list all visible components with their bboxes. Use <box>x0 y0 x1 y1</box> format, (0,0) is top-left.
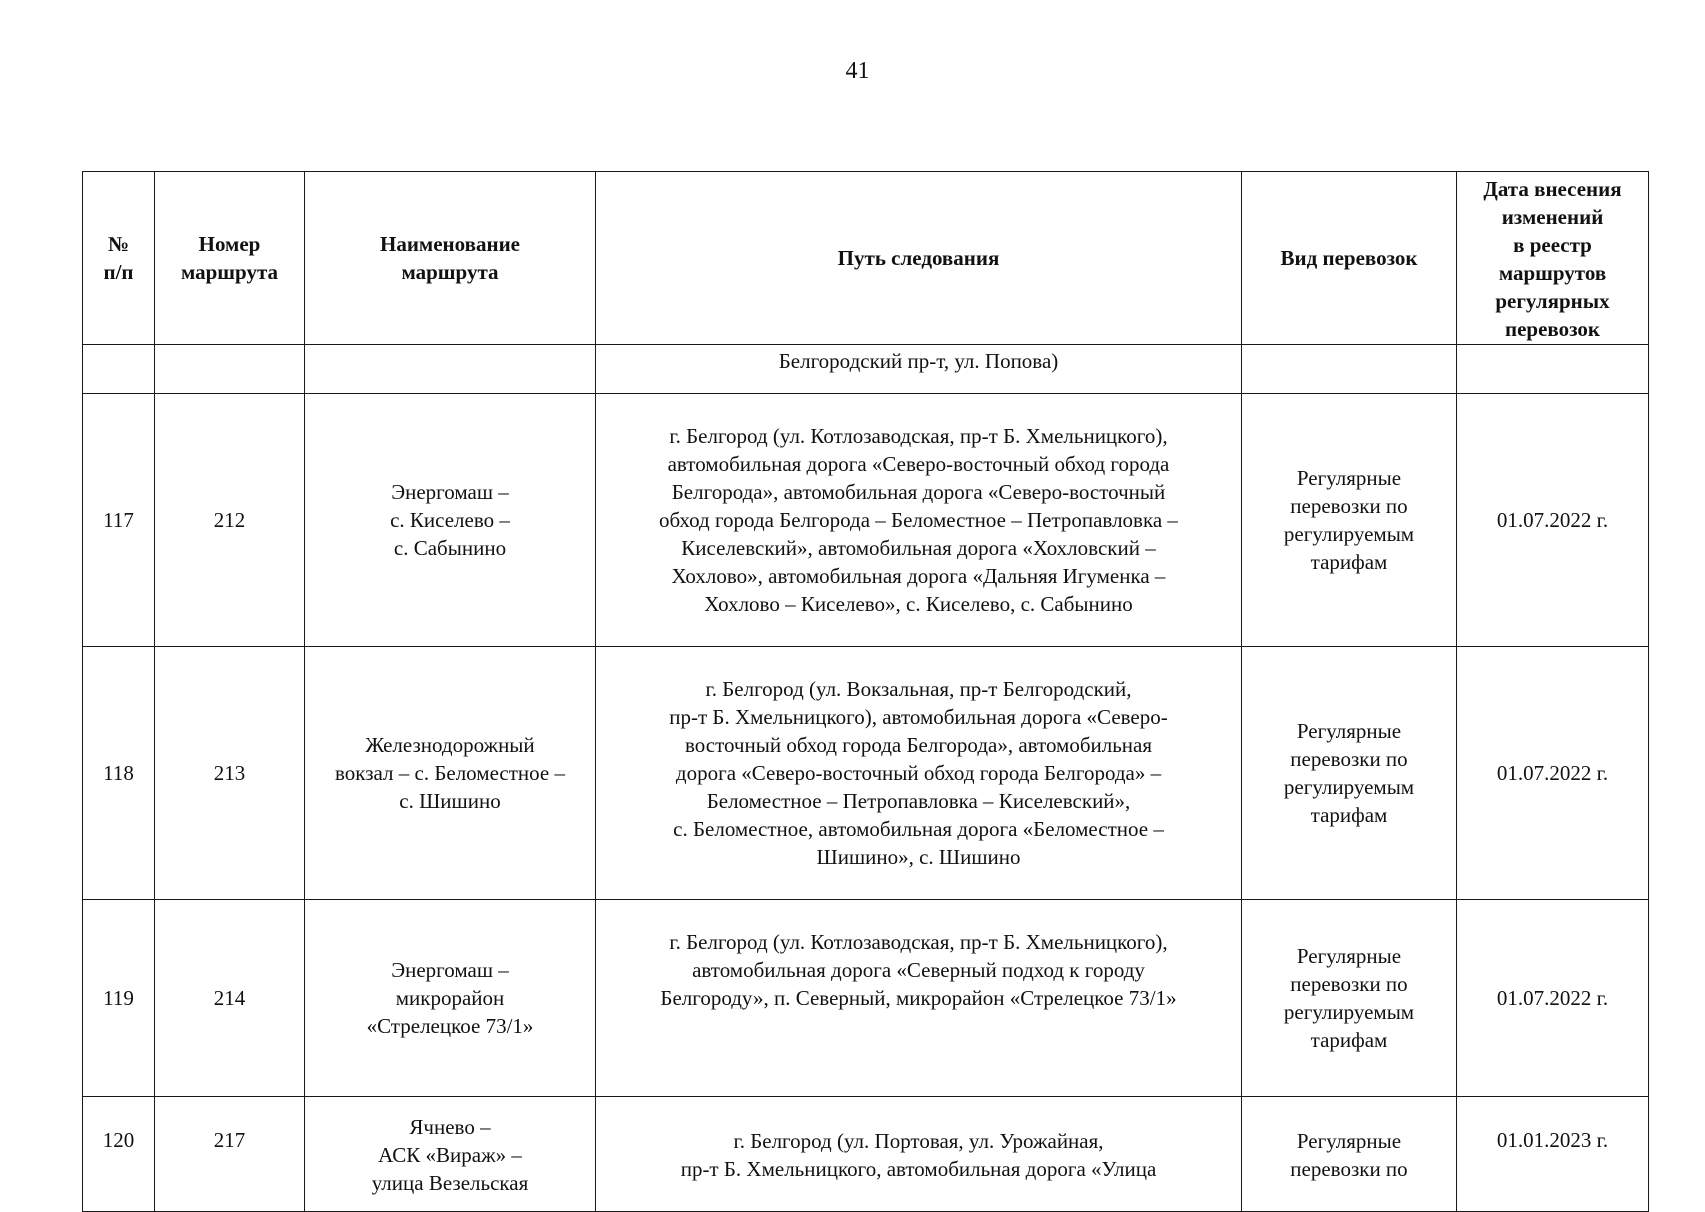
header-route-number-line: маршрута <box>180 260 279 284</box>
cell-path <box>596 394 1242 647</box>
cell-route-number: 213 <box>155 647 305 900</box>
header-route-name <box>305 172 596 345</box>
header-date-line: Дата внесения <box>1483 177 1622 201</box>
kind-line: тарифам <box>1310 1028 1388 1052</box>
table-row <box>83 900 1649 1097</box>
kind-line: перевозки по <box>1290 972 1408 996</box>
header-date-line: изменений <box>1501 205 1604 229</box>
header-num-line: п/п <box>103 260 134 284</box>
header-route-name-line: Наименование <box>380 232 520 256</box>
path-line: Белгороду», п. Северный, микрорайон «Стрелецкое 73/1» <box>660 986 1177 1010</box>
routes-table <box>82 171 1649 1212</box>
path-line: г. Белгород (ул. Котлозаводская, пр-т Б. Хмельницкого), <box>669 424 1168 448</box>
header-date <box>1457 172 1649 345</box>
path-line: Белгорода», автомобильная дорога «Северо-восточный <box>671 480 1166 504</box>
cell-route-name <box>305 345 596 394</box>
route-name-line: АСК «Вираж» – <box>378 1143 522 1167</box>
cell-clip <box>1463 1098 1642 1210</box>
kind-line: тарифам <box>1310 803 1388 827</box>
route-number-value: 217 <box>213 1128 246 1152</box>
num-value: 120 <box>102 1128 135 1152</box>
path-line: Беломестное – Петропавловка – Киселевский», <box>706 789 1131 813</box>
path-line: Киселевский», автомобильная дорога «Хохловский – <box>681 536 1156 560</box>
route-name-line: «Стрелецкое 73/1» <box>366 1014 534 1038</box>
route-name-line: Энергомаш – <box>391 480 509 504</box>
header-route-name-line: маршрута <box>401 260 499 284</box>
header-date-line: регулярных <box>1495 289 1610 313</box>
header-num <box>83 172 155 345</box>
cell-date: 01.07.2022 г. <box>1457 900 1649 1097</box>
table-row <box>83 647 1649 900</box>
path-line: Хохлово», автомобильная дорога «Дальняя Игуменка – <box>671 564 1166 588</box>
path-line: пр-т Б. Хмельницкого), автомобильная дорога «Северо- <box>669 705 1168 729</box>
route-name-line: улица Везельская <box>371 1171 529 1195</box>
header-path <box>596 172 1242 345</box>
cell-kind <box>1242 647 1457 900</box>
cell-num <box>83 345 155 394</box>
header-date-line: в реестр <box>1513 233 1592 257</box>
cell-date <box>1457 345 1649 394</box>
path-line: восточный обход города Белгорода», автомобильная <box>684 733 1153 757</box>
cell-date <box>1457 1097 1649 1212</box>
cell-kind <box>1242 1097 1457 1212</box>
route-name-line: Железнодорожный <box>365 733 535 757</box>
kind-line: Регулярные <box>1296 719 1402 743</box>
cell-path: Белгородский пр-т, ул. Попова) <box>596 345 1242 394</box>
header-route-number <box>155 172 305 345</box>
path-line: автомобильная дорога «Северный подход к городу <box>692 958 1145 982</box>
kind-line: регулируемым <box>1283 522 1415 546</box>
cell-date: 01.07.2022 г. <box>1457 647 1649 900</box>
route-name-line: с. Шишино <box>399 789 501 813</box>
cell-route-name <box>305 394 596 647</box>
cell-path <box>596 647 1242 900</box>
cell-kind <box>1242 900 1457 1097</box>
route-name-line: микрорайон <box>395 986 505 1010</box>
path-line: дорога «Северо-восточный обход города Белгорода» – <box>675 761 1162 785</box>
cell-kind <box>1242 394 1457 647</box>
cell-path <box>596 1097 1242 1212</box>
path-line: г. Белгород (ул. Вокзальная, пр-т Белгородский, <box>705 677 1132 701</box>
cell-route-number <box>155 1097 305 1212</box>
cell-route-name <box>305 647 596 900</box>
header-date-line: маршрутов <box>1498 261 1607 285</box>
table-row-continuation <box>83 345 1649 394</box>
cell-date: 01.07.2022 г. <box>1457 394 1649 647</box>
path-line: Хохлово – Киселево», с. Киселево, с. Сабынино <box>704 592 1133 616</box>
path-line: г. Белгород (ул. Портовая, ул. Урожайная, <box>733 1129 1104 1153</box>
kind-line: Регулярные <box>1296 466 1402 490</box>
cell-path <box>596 900 1242 1097</box>
path-line: г. Белгород (ул. Котлозаводская, пр-т Б. Хмельницкого), <box>669 930 1168 954</box>
header-kind-line: Вид перевозок <box>1280 246 1418 270</box>
cell-route-number: 214 <box>155 900 305 1097</box>
header-kind <box>1242 172 1457 345</box>
cell-route-name <box>305 1097 596 1212</box>
cell-kind <box>1242 345 1457 394</box>
kind-line: перевозки по <box>1290 747 1408 771</box>
path-line: автомобильная дорога «Северо-восточный обход города <box>667 452 1170 476</box>
cell-clip <box>311 1111 589 1197</box>
header-row <box>83 172 1649 345</box>
header-path-line: Путь следования <box>837 246 1000 270</box>
path-line: пр-т Б. Хмельницкого, автомобильная дорога «Улица <box>680 1157 1157 1181</box>
path-line: Шишино», с. Шишино <box>816 845 1021 869</box>
kind-line: перевозки по <box>1290 1157 1408 1181</box>
route-name-line: вокзал – с. Беломестное – <box>335 761 565 785</box>
cell-num: 118 <box>83 647 155 900</box>
cell-clip <box>89 1098 148 1210</box>
header-date-line: перевозок <box>1504 317 1601 341</box>
cell-num: 119 <box>83 900 155 1097</box>
cell-num: 117 <box>83 394 155 647</box>
cell-route-name <box>305 900 596 1097</box>
cell-route-number <box>155 345 305 394</box>
path-line: обход города Белгорода – Беломестное – Петропавловка – <box>659 508 1178 532</box>
header-route-number-line: Номер <box>198 232 261 256</box>
date-value: 01.01.2023 г. <box>1496 1128 1609 1152</box>
page-number: 41 <box>845 58 870 84</box>
path-line: с. Беломестное, автомобильная дорога «Беломестное – <box>673 817 1164 841</box>
kind-line: Регулярные <box>1296 1129 1402 1153</box>
cell-num <box>83 1097 155 1212</box>
cell-clip <box>161 1098 298 1210</box>
header-num-line: № <box>107 232 130 256</box>
route-name-line: с. Сабынино <box>393 536 507 560</box>
kind-line: регулируемым <box>1283 775 1415 799</box>
kind-line: перевозки по <box>1290 494 1408 518</box>
route-name-line: с. Киселево – <box>390 508 510 532</box>
table-row <box>83 1097 1649 1212</box>
cell-clip <box>602 1097 1235 1211</box>
cell-route-number: 212 <box>155 394 305 647</box>
routes-table-wrapper <box>82 171 1649 1212</box>
kind-line: тарифам <box>1310 550 1388 574</box>
kind-line: регулируемым <box>1283 1000 1415 1024</box>
table-row <box>83 394 1649 647</box>
cell-clip <box>1248 1097 1450 1211</box>
route-name-line: Энергомаш – <box>391 958 509 982</box>
route-name-line: Ячнево – <box>409 1115 491 1139</box>
kind-line: Регулярные <box>1296 944 1402 968</box>
